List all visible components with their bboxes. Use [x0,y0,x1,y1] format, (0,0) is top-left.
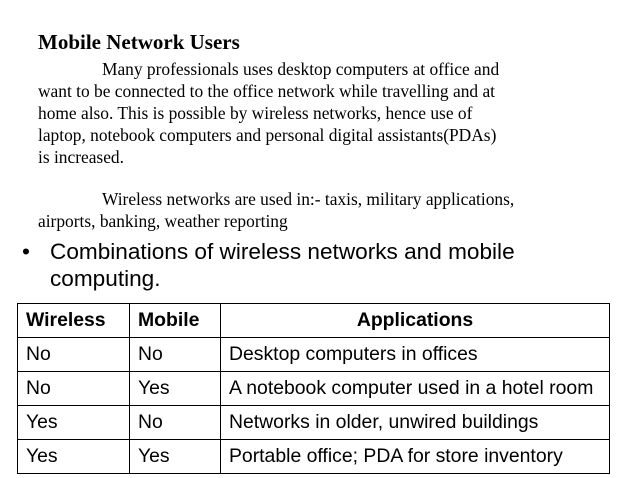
paragraph-line: Many professionals uses desktop computers at office and [102,59,500,79]
paragraph-line: Wireless networks are used in:- taxis, military applications, [102,189,515,209]
paragraph-wireless-uses [38,188,618,232]
bullet-line: computing. [50,266,161,291]
cell-mobile: Yes [130,372,221,406]
cell-mobile: No [130,338,221,372]
page-title: Mobile Network Users [38,30,240,54]
table-row [18,338,610,372]
table-row [18,372,610,406]
column-header-wireless: Wireless [18,304,130,338]
paragraph-line: want to be connected to the office network while travelling and at [38,81,495,101]
paragraph-line: is increased. [38,147,124,167]
bullet-line: Combinations of wireless networks and mobile [50,239,515,264]
bullet-icon: • [22,239,30,264]
column-header-mobile: Mobile [130,304,221,338]
cell-wireless: Yes [18,440,130,474]
paragraph-line: airports, banking, weather reporting [38,211,288,231]
applications-table [17,303,610,474]
paragraph-mobile-users [38,58,618,168]
cell-wireless: No [18,338,130,372]
column-header-applications: Applications [221,304,610,338]
paragraph-line: home also. This is possible by wireless networks, hence use of [38,103,473,123]
cell-mobile: Yes [130,440,221,474]
cell-application: Desktop computers in offices [221,338,610,372]
table-row [18,406,610,440]
bullet-text [50,238,515,292]
paragraph-line: laptop, notebook computers and personal digital assistants(PDAs) [38,125,497,145]
cell-wireless: No [18,372,130,406]
cell-application: Networks in older, unwired buildings [221,406,610,440]
cell-application: Portable office; PDA for store inventory [221,440,610,474]
table-row [18,440,610,474]
cell-wireless: Yes [18,406,130,440]
cell-mobile: No [130,406,221,440]
table-header-row [18,304,610,338]
cell-application: A notebook computer used in a hotel room [221,372,610,406]
